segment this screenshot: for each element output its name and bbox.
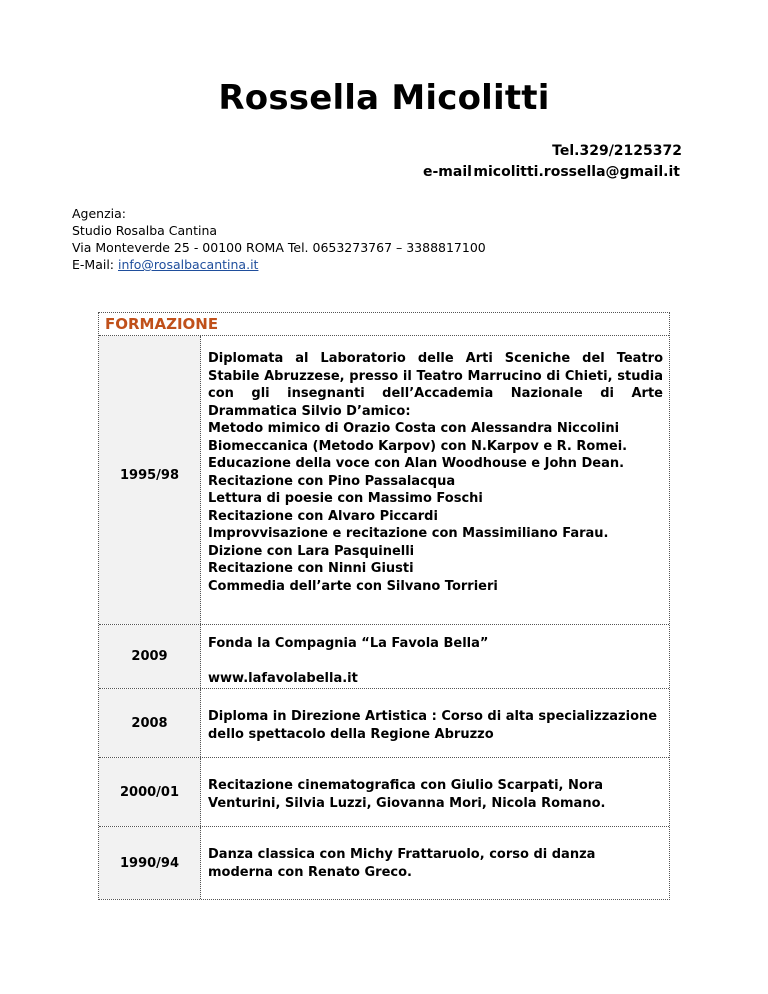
row-year: 1990/94 [99, 827, 201, 899]
desc-line: Diplomata al Laboratorio delle Arti Sceniche del Teatro Stabile Abruzzese, presso il Teatro Marrucino di Chieti, studia con gli insegnanti dell’Accademia Nazionale di Arte Drammatica Silvio D’amico: [208, 351, 663, 419]
agency-email-link[interactable]: info@rosalbacantina.it [117, 257, 259, 272]
row-description [201, 689, 669, 757]
phone-number: Tel.329/2125372 [552, 143, 682, 159]
desc-line: Recitazione con Pino Passalacqua [208, 473, 456, 489]
email-value: micolitti.rossella@gmail.it [473, 164, 680, 180]
table-row [99, 625, 669, 689]
email-label: e-mail [423, 164, 472, 180]
desc-line: Metodo mimico di Orazio Costa con Alessandra Niccolini [208, 421, 620, 436]
desc-line: Lettura di poesie con Massimo Foschi [208, 491, 483, 506]
desc-line: Fonda la Compagnia “La Favola Bella” [208, 636, 489, 651]
agency-email-prefix: E-Mail: [72, 257, 118, 272]
table-row [99, 336, 669, 625]
agency-label: Agenzia: [72, 206, 127, 221]
person-name: Rossella Micolitti [218, 78, 550, 118]
company-website: www.lafavolabella.it [208, 670, 358, 686]
agency-block [72, 205, 486, 273]
desc-line: Danza classica con Michy Frattaruolo, corso di danza moderna con Renato Greco. [208, 847, 596, 880]
desc-line: Commedia dell’arte con Silvano Torrieri [208, 578, 498, 594]
row-description [201, 625, 669, 688]
row-year: 2000/01 [99, 758, 201, 826]
row-year: 2009 [99, 625, 201, 688]
desc-line: Educazione della voce con Alan Woodhouse e John Dean. [208, 456, 625, 471]
row-description [201, 336, 669, 624]
agency-email [72, 256, 486, 273]
desc-line: Recitazione con Ninni Giusti [208, 561, 414, 576]
formazione-table [98, 312, 670, 900]
desc-line: Dizione con Lara Pasquinelli [208, 543, 415, 559]
desc-line: Improvvisazione e recitazione con Massimiliano Farau. [208, 526, 609, 541]
agency-address: Via Monteverde 25 - 00100 ROMA Tel. 0653273767 – 3388817100 [72, 240, 486, 255]
section-title: FORMAZIONE [99, 313, 669, 336]
row-description [201, 758, 669, 826]
row-year: 1995/98 [99, 336, 201, 624]
desc-line: Recitazione con Alvaro Piccardi [208, 508, 438, 524]
desc-line: Recitazione cinematografica con Giulio Scarpati, Nora Venturini, Silvia Luzzi, Giovanna Mori, Nicola Romano. [208, 778, 606, 811]
table-row [99, 827, 669, 899]
row-description [201, 827, 669, 899]
agency-studio: Studio Rosalba Cantina [72, 223, 218, 238]
table-row [99, 689, 669, 758]
desc-line: Diploma in Direzione Artistica : Corso di alta specializzazione dello spettacolo della Regione Abruzzo [208, 709, 658, 742]
row-year: 2008 [99, 689, 201, 757]
table-row [99, 758, 669, 827]
desc-line: Biomeccanica (Metodo Karpov) con N.Karpov e R. Romei. [208, 438, 628, 454]
